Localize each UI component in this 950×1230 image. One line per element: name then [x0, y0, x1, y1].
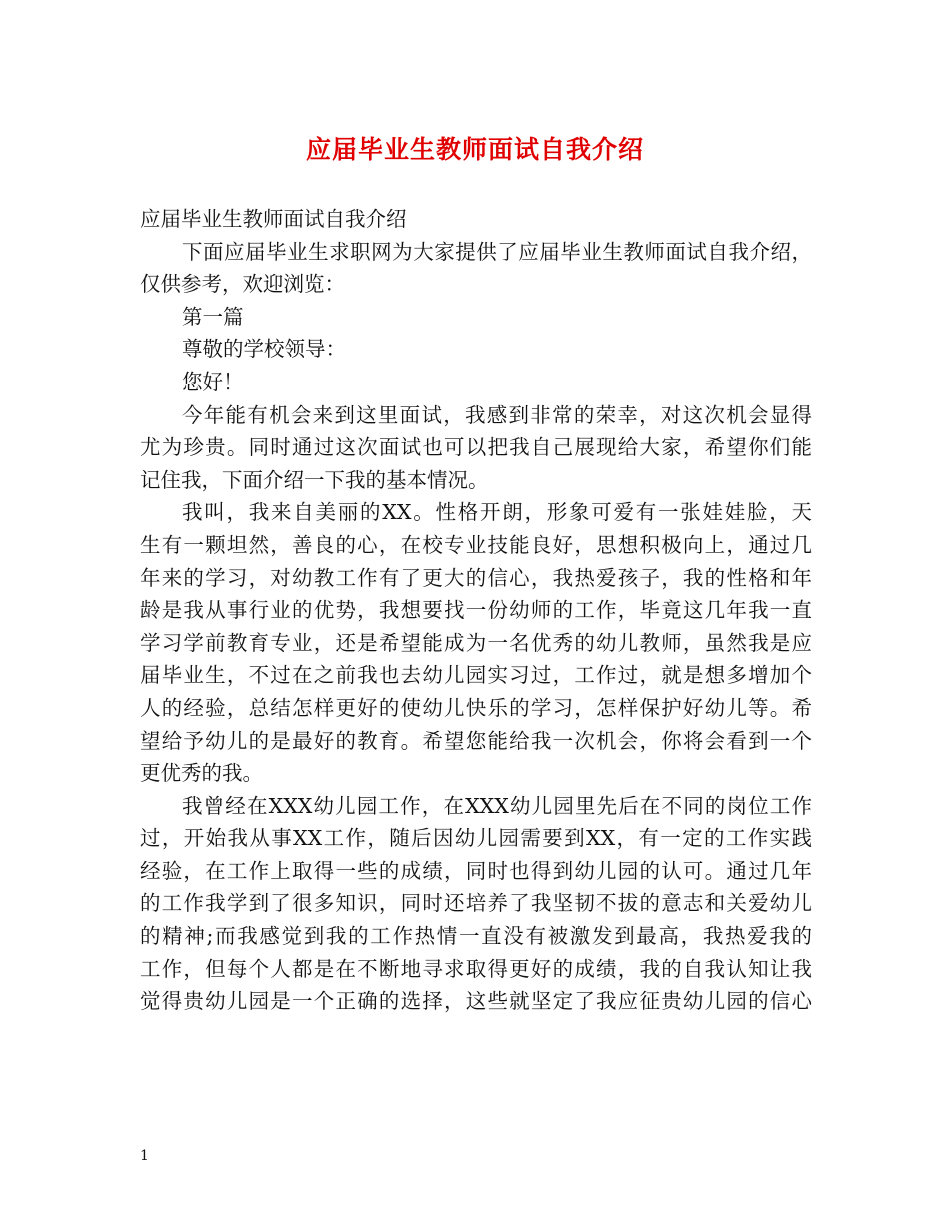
body-line: 仅供参考，欢迎浏览：: [140, 272, 345, 297]
body-line: 您好！: [182, 369, 244, 394]
body-line: 我曾经在XXX幼儿园工作，在XXX幼儿园里先后在不同的岗位工作: [182, 793, 812, 818]
body-line: 年来的学习，对幼教工作有了更大的信心，我热爱孩子，我的性格和年: [140, 565, 812, 590]
body-line: 生有一颗坦然，善良的心，在校专业技能良好，思想积极向上，通过几: [140, 532, 812, 557]
body-line: 应届毕业生教师面试自我介绍: [140, 207, 407, 231]
body-line: 人的经验，总结怎样更好的使幼儿快乐的学习，怎样保护好幼儿等。希: [140, 695, 812, 720]
body-line: 尊敬的学校领导：: [182, 337, 346, 362]
body-line: 下面应届毕业生求职网为大家提供了应届毕业生教师面试自我介绍，: [182, 239, 812, 264]
body-line: 望给予幼儿的是最好的教育。希望您能给我一次机会，你将会看到一个: [140, 728, 812, 753]
document-title: 应届毕业生教师面试自我介绍: [305, 135, 644, 164]
body-line: 第一篇: [182, 304, 244, 329]
document-body: [140, 203, 812, 1018]
body-line: 今年能有机会来到这里面试，我感到非常的荣幸，对这次机会显得: [182, 402, 812, 427]
page-number: 1: [140, 1148, 149, 1164]
body-line: 觉得贵幼儿园是一个正确的选择，这些就坚定了我应征贵幼儿园的信心: [140, 989, 812, 1014]
body-line: 学习学前教育专业，还是希望能成为一名优秀的幼儿教师，虽然我是应: [140, 630, 812, 655]
body-line: 经验，在工作上取得一些的成绩，同时也得到幼儿园的认可。通过几年: [140, 858, 812, 883]
body-line: 过，开始我从事XX工作，随后因幼儿园需要到XX，有一定的工作实践: [140, 826, 812, 851]
body-line: 更优秀的我。: [140, 761, 263, 786]
body-line: 龄是我从事行业的优势，我想要找一份幼师的工作，毕竟这几年我一直: [140, 598, 812, 623]
body-line: 的精神;而我感觉到我的工作热情一直没有被激发到最高，我热爱我的: [140, 924, 812, 949]
body-line: 记住我，下面介绍一下我的基本情况。: [140, 467, 489, 492]
body-line: 届毕业生，不过在之前我也去幼儿园实习过，工作过，就是想多增加个: [140, 663, 812, 688]
body-line: 工作，但每个人都是在不断地寻求取得更好的成绩，我的自我认知让我: [140, 956, 812, 981]
body-line: 我叫，我来自美丽的XX。性格开朗，形象可爱有一张娃娃脸，天: [182, 500, 812, 525]
body-line: 的工作我学到了很多知识，同时还培养了我坚韧不拔的意志和关爱幼儿: [140, 891, 812, 916]
body-line: 尤为珍贵。同时通过这次面试也可以把我自己展现给大家，希望你们能: [140, 435, 812, 460]
